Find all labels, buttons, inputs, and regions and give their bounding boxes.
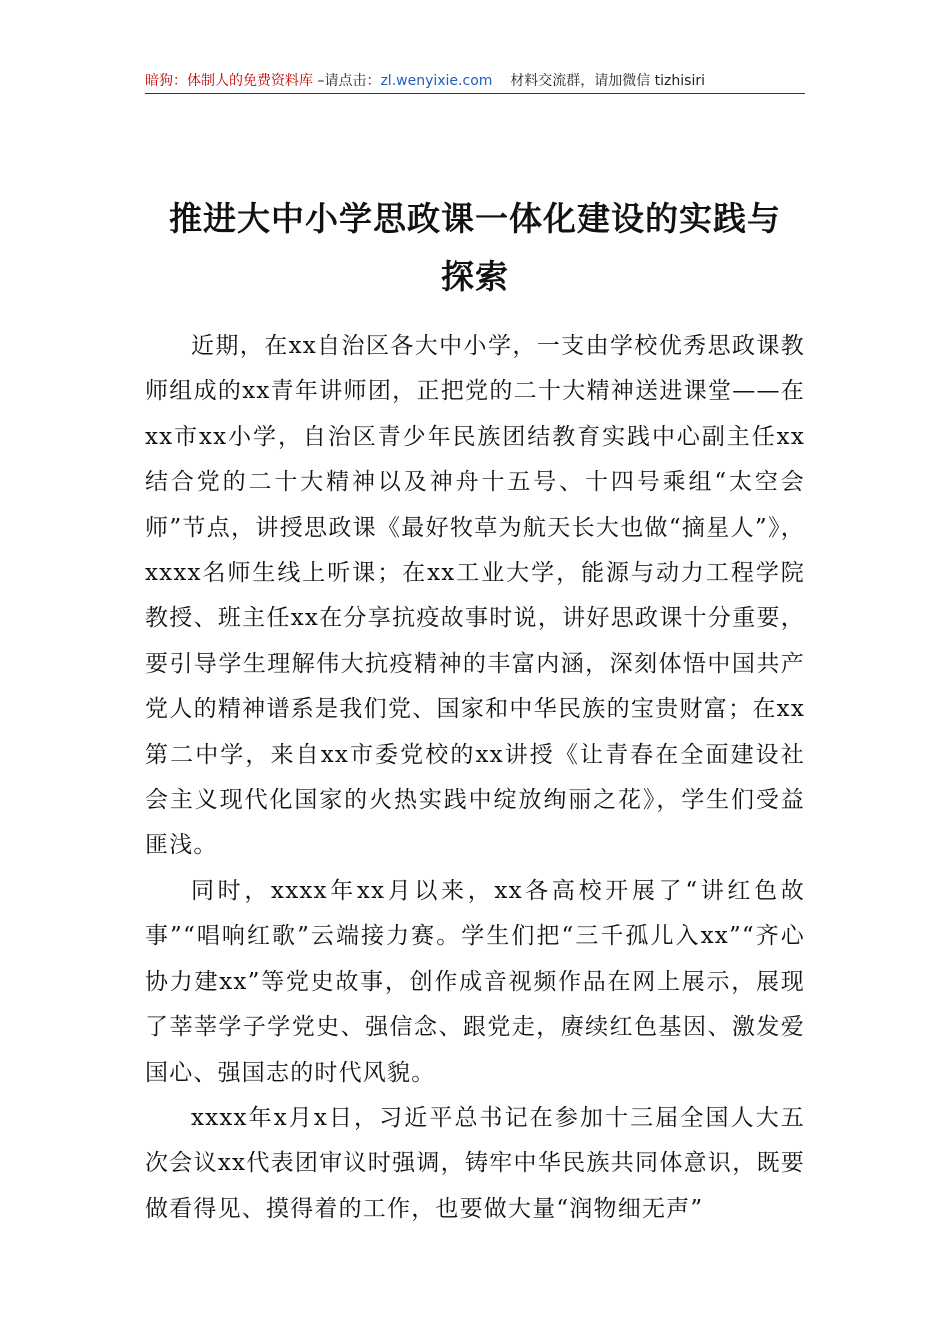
title-line-2: 探索 (441, 257, 509, 297)
paragraph-1: 近期，在xx自治区各大中小学，一支由学校优秀思政课教师组成的xx青年讲师团，正把党的二十大精神送进课堂——在xx市xx小学，自治区青少年民族团结教育实践中心副主任xx结合党的二十大精神以及神舟十五号、十四号乘组“太空会师”节点，讲授思政课《最好牧草为航天长大也做“摘星人”》，xxxx名师生线上听课；在xx工业大学，能源与动力工程学院教授、班主任xx在分享抗疫故事时说，讲好思政课十分重要，要引导学生理解伟大抗疫精神的丰富内涵，深刻体悟中国共产党人的精神谱系是我们党、国家和中华民族的宝贵财富；在xx第二中学，来自xx市委党校的xx讲授《让青春在全面建设社会主义现代化国家的火热实践中绽放绚丽之花》，学生们受益匪浅。 (145, 333, 805, 859)
header-divider (145, 93, 805, 94)
title-line-1: 推进大中小学思政课一体化建设的实践与 (169, 199, 781, 239)
paragraph-3: xxxx年x月x日，习近平总书记在参加十三届全国人大五次会议xx代表团审议时强调，铸牢中华民族共同体意识，既要做看得见、摸得着的工作，也要做大量“润物细无声” (145, 1104, 805, 1222)
header-url-link[interactable]: zl.wenyixie.com (380, 73, 493, 89)
header-promo: 暗狗：体制人的免费资料库 (145, 73, 313, 89)
header-click-prefix: –请点击： (313, 73, 381, 89)
document-title (140, 190, 810, 306)
header-banner (145, 70, 805, 94)
header-wechat: 材料交流群，请加微信 tizhisiri (492, 73, 705, 89)
paragraph-2: 同时，xxxx年xx月以来，xx各高校开展了“讲红色故事”“唱响红歌”云端接力赛。学生们把“三千孤儿入xx”“齐心协力建xx”等党史故事，创作成音视频作品在网上展示，展现了莘莘学子学党史、强信念、跟党走，赓续红色基因、激发爱国心、强国志的时代风貌。 (145, 877, 805, 1086)
document-body (145, 324, 805, 1232)
